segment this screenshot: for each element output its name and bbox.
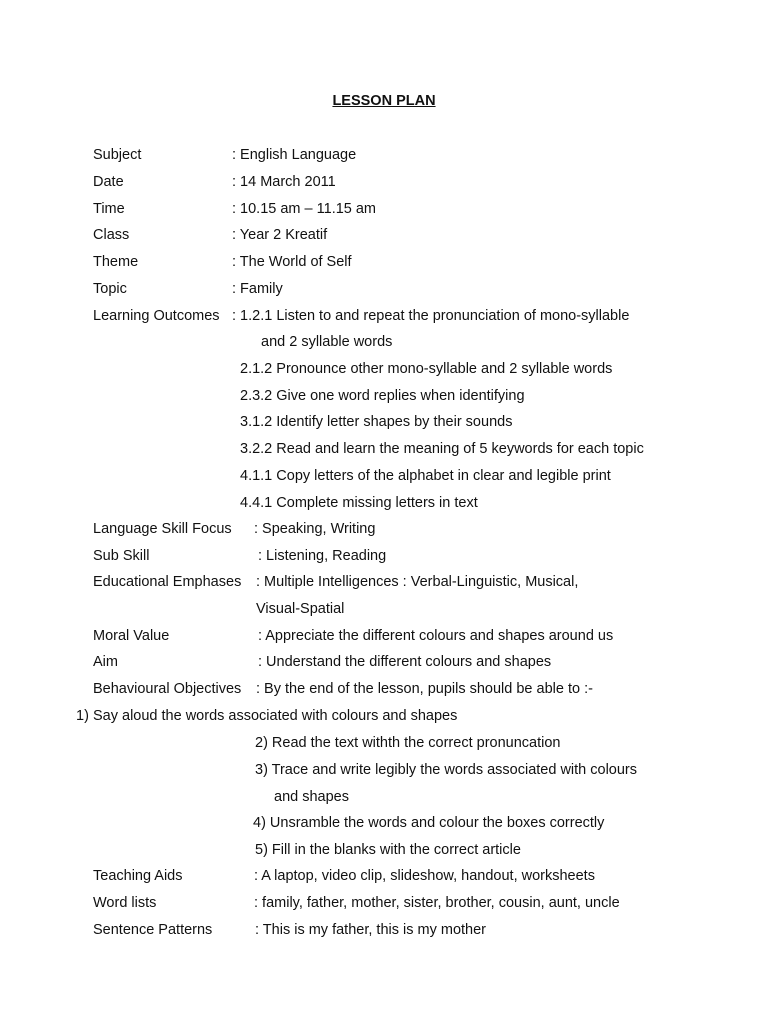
class-label: Class <box>93 227 130 243</box>
theme-value: : The World of Self <box>232 254 352 270</box>
page-title: LESSON PLAN <box>332 93 436 109</box>
learning-outcome-item: 2.3.2 Give one word replies when identifying <box>240 388 525 404</box>
behavioural-objectives-label: Behavioural Objectives <box>93 681 242 697</box>
objective-item: 2) Read the text withth the correct pronuncation <box>255 735 561 751</box>
word-lists-value: : family, father, mother, sister, brother, cousin, aunt, uncle <box>254 895 620 911</box>
learning-outcomes-label: Learning Outcomes <box>93 308 220 324</box>
educational-emphases-label: Educational Emphases <box>93 574 242 590</box>
educational-emphases-cont: Visual-Spatial <box>256 601 345 617</box>
topic-label: Topic <box>93 281 127 297</box>
subject-label: Subject <box>93 147 142 163</box>
sentence-patterns-label: Sentence Patterns <box>93 922 213 938</box>
class-value: : Year 2 Kreatif <box>232 227 328 243</box>
learning-outcome-item: 3.2.2 Read and learn the meaning of 5 keywords for each topic <box>240 441 644 457</box>
language-skill-focus-value: : Speaking, Writing <box>254 521 376 537</box>
learning-outcome-item: 3.1.2 Identify letter shapes by their sounds <box>240 414 513 430</box>
sub-skill-value: : Listening, Reading <box>258 548 387 564</box>
objective-number: 1) <box>76 708 89 724</box>
teaching-aids-label: Teaching Aids <box>93 868 183 884</box>
subject-value: : English Language <box>232 147 357 163</box>
moral-value-value: : Appreciate the different colours and shapes around us <box>258 628 614 644</box>
date-value: : 14 March 2011 <box>232 174 336 190</box>
learning-outcome-item: 4.4.1 Complete missing letters in text <box>240 495 478 511</box>
topic-value: : Family <box>232 281 283 297</box>
objective-item: Say aloud the words associated with colours and shapes <box>93 708 458 724</box>
moral-value-label: Moral Value <box>93 628 170 644</box>
time-label: Time <box>93 201 125 217</box>
aim-value: : Understand the different colours and shapes <box>258 654 552 670</box>
aim-label: Aim <box>93 654 118 670</box>
objective-item: 3) Trace and write legibly the words associated with colours <box>255 762 638 778</box>
theme-label: Theme <box>93 254 139 270</box>
language-skill-focus-label: Language Skill Focus <box>93 521 232 537</box>
teaching-aids-value: : A laptop, video clip, slideshow, handout, worksheets <box>254 868 595 884</box>
sentence-patterns-value: : This is my father, this is my mother <box>255 922 486 938</box>
behavioural-objectives-value: : By the end of the lesson, pupils should be able to :- <box>256 681 593 697</box>
word-lists-label: Word lists <box>93 895 157 911</box>
learning-outcome-item: 4.1.1 Copy letters of the alphabet in clear and legible print <box>240 468 611 484</box>
objective-item-cont: and shapes <box>274 789 349 805</box>
learning-outcome-first-cont: and 2 syllable words <box>261 334 393 350</box>
learning-outcome-first: : 1.2.1 Listen to and repeat the pronunciation of mono-syllable <box>232 308 630 324</box>
sub-skill-label: Sub Skill <box>93 548 150 564</box>
objective-item: 4) Unsramble the words and colour the boxes correctly <box>253 815 605 831</box>
educational-emphases-value: : Multiple Intelligences : Verbal-Linguistic, Musical, <box>256 574 579 590</box>
objective-item: 5) Fill in the blanks with the correct article <box>255 842 521 858</box>
time-value: : 10.15 am – 11.15 am <box>232 201 377 217</box>
learning-outcome-item: 2.1.2 Pronounce other mono-syllable and 2 syllable words <box>240 361 613 377</box>
date-label: Date <box>93 174 124 190</box>
